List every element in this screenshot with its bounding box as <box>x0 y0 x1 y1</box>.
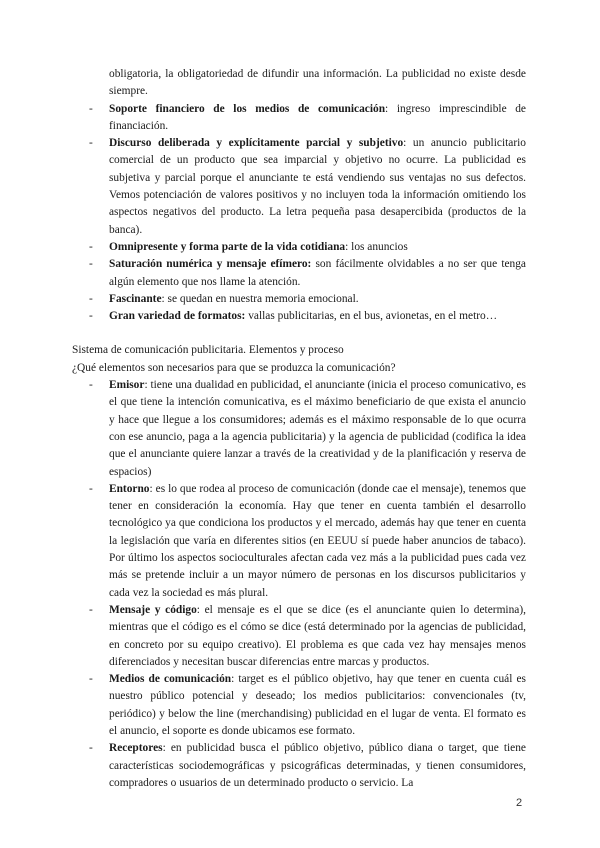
list-item <box>72 377 526 481</box>
item-term: Gran variedad de formatos: <box>109 310 246 323</box>
list-item <box>72 671 526 740</box>
list-dash: - <box>89 102 93 115</box>
item-text: : se quedan en nuestra memoria emocional. <box>161 292 359 305</box>
item-term: Emisor <box>109 379 145 392</box>
list-item <box>72 308 526 325</box>
item-term: Receptores <box>109 742 163 755</box>
item-term: Fascinante <box>109 292 162 305</box>
list-dash: - <box>89 258 93 271</box>
list-item <box>72 239 526 256</box>
item-term: Omnipresente y forma parte de la vida cotidiana <box>109 240 346 253</box>
item-text: : target es el público objetivo, hay que tener en cuenta cuál es nuestro público potencial y deseado; los medios publicitarios: convencionales (tv, periódico) y below the line (merchandising) publicidad en el lugar de venta. El formato es el anuncio, el soporte es donde ubicamos ese formato. <box>109 673 526 737</box>
intro-continuation: obligatoria, la obligatoriedad de difundir una información. La publicidad no existe desde siempre. <box>109 68 526 98</box>
item-term: Medios de comunicación <box>109 673 232 686</box>
item-text: : ingreso imprescindible de financiación. <box>109 102 526 132</box>
item-text: : tiene una dualidad en publicidad, el anunciante (inicia el proceso comunicativo, es el que tiene la intención comunicativa, es el máximo beneficiario de que exista el anuncio y hace que llegue a los consumidores; además es el máximo responsable de lo que ocurra con ese anuncio, paga a la agencia publicitaria) y la agencia de publicidad (codifica la idea que el anunciante quiere lanzar a través de la creatividad y de la planificación y reserva de espacios) <box>109 379 526 478</box>
list-item <box>72 740 526 792</box>
list-item <box>72 256 526 291</box>
item-text: : en publicidad busca el público objetivo, público diana o target, que tiene características sociodemográficas y psicográficas determinadas, y tienen consumidores, compradores o usuarios de un determinado producto o servicio. La <box>109 742 526 789</box>
item-text: : un anuncio publicitario comercial de un producto que sea imparcial y objetivo no ocurre. La publicidad es subjetiva y parcial porque el anunciante te está vendiendo sus ventajas no sus defectos. Vemos potenciación de valores positivos y no incluyen toda la información omitiendo los aspectos negativos del producto. La letra pequeña pasa desapercibida (productos de la banca). <box>109 137 526 236</box>
list-dash: - <box>89 137 93 150</box>
item-term: Entorno <box>109 482 150 495</box>
list-dash: - <box>89 673 93 686</box>
item-text: : los anuncios <box>345 240 408 253</box>
item-term: Discurso deliberada y explícitamente parcial y subjetivo <box>109 137 404 150</box>
list-dash: - <box>89 310 93 323</box>
item-text: vallas publicitarias, en el bus, avionetas, en el metro… <box>245 310 498 323</box>
page-number: 2 <box>516 797 523 809</box>
item-term: Mensaje y código <box>109 603 197 616</box>
list-dash: - <box>89 742 93 755</box>
section-question: ¿Qué elementos son necesarios para que se produzca la comunicación? <box>72 361 396 374</box>
item-text: son fácilmente olvidables a no ser que tenga algún elemento que nos llame la atención. <box>109 258 526 288</box>
list-dash: - <box>89 292 93 305</box>
list-dash: - <box>89 240 93 253</box>
item-text: : el mensaje es el que se dice (es el anunciante quien lo determina), mientras que el código es el cómo se dice (está determinado por la agencias de publicidad, en concreto por su equipo creativo). El problema es que cada vez hay mensajes menos diferenciados y necesitan buscar diferencias entre marcas y productos. <box>109 603 526 668</box>
item-term: Soporte financiero de los medios de comunicación <box>109 102 386 115</box>
list-item <box>72 135 526 239</box>
characteristics-list <box>72 101 526 326</box>
section-heading <box>72 342 526 377</box>
list-dash: - <box>89 603 93 616</box>
list-dash: - <box>89 379 93 392</box>
page-body <box>72 66 526 792</box>
item-term: Saturación numérica y mensaje efímero: <box>109 258 312 271</box>
list-item <box>72 101 526 136</box>
elements-list <box>72 377 526 792</box>
list-dash: - <box>89 482 93 495</box>
list-item <box>72 291 526 308</box>
section-title: Sistema de comunicación publicitaria. Elementos y proceso <box>72 344 344 357</box>
list-item <box>72 481 526 602</box>
item-text: : es lo que rodea al proceso de comunicación (donde cae el mensaje), tenemos que tener en consideración la economía. Hay que tener en cuenta también el desarrollo tecnológico ya que condiciona los productos y el mercado, además hay que tener en cuenta la legislación que varía en diferentes sitios (en EEUU sí puede haber anuncios de tabaco). Por último los aspectos socioculturales afectan cada vez más a la publicidad pues cada vez más se pretende incluir a un mayor número de personas en los discursos publicitarios y cada vez la sociedad es más plural. <box>109 482 526 599</box>
list-item <box>72 602 526 671</box>
